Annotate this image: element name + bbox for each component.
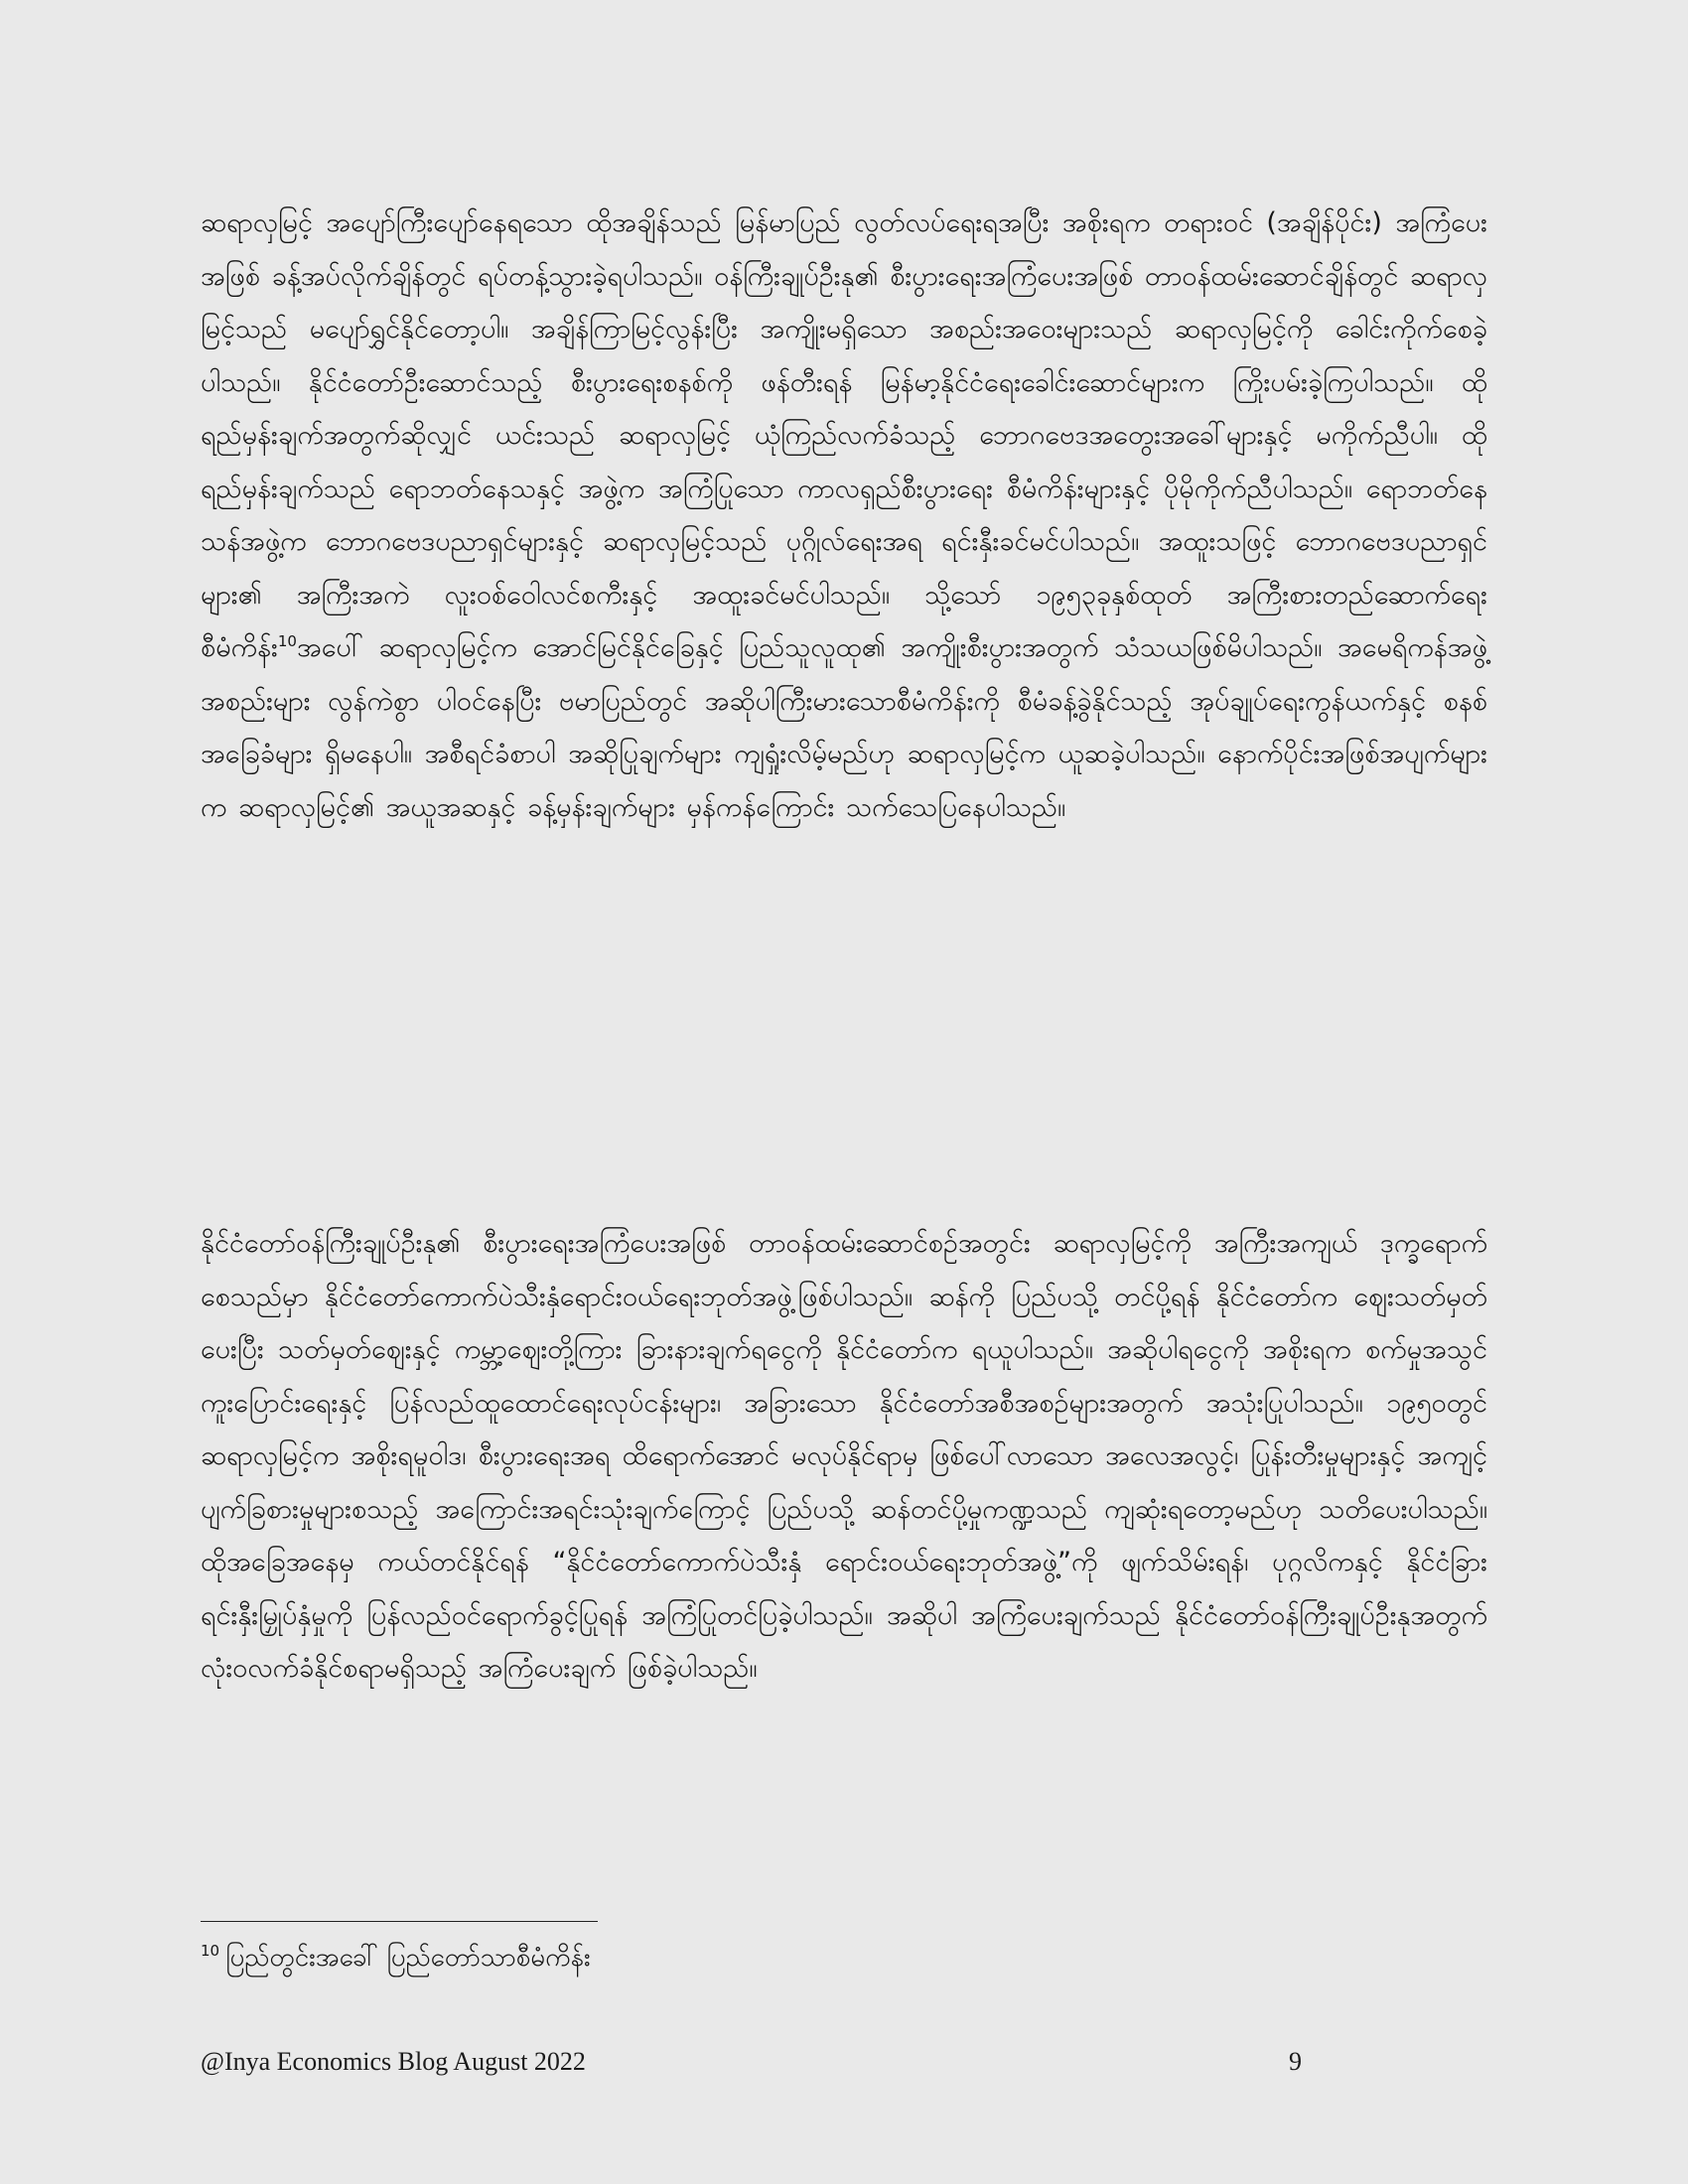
body-paragraph-1 bbox=[201, 197, 1487, 834]
footnote-reference[interactable]: 10 bbox=[277, 632, 297, 650]
footnote bbox=[201, 1938, 1392, 1978]
page-number: 9 bbox=[1289, 2047, 1302, 2076]
footnote-divider bbox=[201, 1921, 598, 1922]
paragraph-1-text-end: အပေါ် ဆရာလှမြင့်က အောင်မြင်နိုင်ခြေနှင့် ပြည်သူလူထု၏ အကျိုးစီးပွားအတွက် သံသယဖြစ်မိပါသည်။ အမေရိကန်အဖွဲ့အစည်းများ လွန်ကဲစွာ ပါဝင်နေပြီး ဗမာပြည်တွင် အဆိုပါကြီးမားသောစီမံကိန်းကို စီမံခန့်ခွဲနိုင်သည့် အုပ်ချုပ်ရေးကွန်ယက်နှင့် စနစ်အခြေခံများ ရှိမနေပါ။ အစီရင်ခံစာပါ အဆိုပြုချက်များ ကျရှုံးလိမ့်မည်ဟု ဆရာလှမြင့်က ယူဆခဲ့ပါသည်။ နောက်ပိုင်းအဖြစ်အပျက်များက ဆရာလှမြင့်၏ အယူအဆနှင့် ခန့်မှန်းချက်များ မှန်ကန်ကြောင်း သက်သေပြနေပါသည်။ bbox=[201, 632, 1487, 823]
footnote-number: 10 bbox=[201, 1942, 220, 1961]
paragraph-1-text-start: ဆရာလှမြင့် အပျော်ကြီးပျော်နေရသော ထိုအချိန်သည် မြန်မာပြည် လွတ်လပ်ရေးရအပြီး အစိုးရက တရားဝင် (အချိန်ပိုင်း) အကြံပေးအဖြစ် ခန့်အပ်လိုက်ချိန်တွင် ရပ်တန့်သွားခဲ့ရပါသည်။ ဝန်ကြီးချုပ်ဦးနု၏ စီးပွားရေးအကြံပေးအဖြစ် တာဝန်ထမ်းဆောင်ချိန်တွင် ဆရာလှမြင့်သည် မပျော်ရွှင်နိုင်တော့ပါ။ အချိန်ကြာမြင့်လွန်းပြီး အကျိုးမရှိသော အစည်းအဝေးများသည် ဆရာလှမြင့်ကို ခေါင်းကိုက်စေခဲ့ပါသည်။ နိုင်ငံတော်ဦးဆောင်သည့် စီးပွားရေးစနစ်ကို ဖန်တီးရန် မြန်မာ့နိုင်ငံရေးခေါင်းဆောင်များက ကြိုးပမ်းခဲ့ကြပါသည်။ ထိုရည်မှန်းချက်အတွက်ဆိုလျှင် ယင်းသည် ဆရာလှမြင့် ယုံကြည်လက်ခံသည့် ဘောဂဗေဒအတွေးအခေါ်များနှင့် မကိုက်ညီပါ။ ထိုရည်မှန်းချက်သည် ရောဘတ်နေသနှင့် အဖွဲ့က အကြံပြုသော ကာလရှည်စီးပွားရေး စီမံကိန်းများနှင့် ပိုမိုကိုက်ညီပါသည်။ ရောဘတ်နေသန်အဖွဲ့က ဘောဂဗေဒပညာရှင်များနှင့် ဆရာလှမြင့်သည် ပုဂ္ဂိုလ်ရေးအရ ရင်းနှီးခင်မင်ပါသည်။ အထူးသဖြင့် ဘောဂဗေဒပညာရှင်များ၏ အကြီးအကဲ လူးဝစ်ဝေါလင်စကီးနှင့် အထူးခင်မင်ပါသည်။ သို့သော် ၁၉၅၃ခုနှစ်ထုတ် အကြီးစားတည်ဆောက်ရေးစီမံကိန်း bbox=[201, 207, 1487, 663]
body-paragraph-2: နိုင်ငံတော်ဝန်ကြီးချုပ်ဦးနု၏ စီးပွားရေးအကြံပေးအဖြစ် တာဝန်ထမ်းဆောင်စဉ်အတွင်း ဆရာလှမြင့်ကို အကြီးအကျယ် ဒုက္ခရောက်စေသည်မှာ နိုင်ငံတော်ကောက်ပဲသီးနှံရောင်းဝယ်ရေးဘုတ်အဖွဲ့ဖြစ်ပါသည်။ ဆန်ကို ပြည်ပသို့ တင်ပို့ရန် နိုင်ငံတော်က ဈေးသတ်မှတ်ပေးပြီး သတ်မှတ်ဈေးနှင့် ကမ္ဘာ့ဈေးတို့ကြား ခြားနားချက်ရငွေကို နိုင်ငံတော်က ရယူပါသည်။ အဆိုပါရငွေကို အစိုးရက စက်မှုအသွင်ကူးပြောင်းရေးနှင့် ပြန်လည်ထူထောင်ရေးလုပ်ငန်းများ၊ အခြားသော နိုင်ငံတော်အစီအစဉ်များအတွက် အသုံးပြုပါသည်။ ၁၉၅၀တွင် ဆရာလှမြင့်က အစိုးရမူဝါဒ၊ စီးပွားရေးအရ ထိရောက်အောင် မလုပ်နိုင်ရာမှ ဖြစ်ပေါ်လာသော အလေအလွင့်၊ ပြုန်းတီးမှုများနှင့် အကျင့်ပျက်ခြစားမှုများစသည့် အကြောင်းအရင်းသုံးချက်ကြောင့် ပြည်ပသို့ ဆန်တင်ပို့မှုကဏ္ဍသည် ကျဆုံးရတော့မည်ဟု သတိပေးပါသည်။ ထိုအခြေအနေမှ ကယ်တင်နိုင်ရန် “နိုင်ငံတော်ကောက်ပဲသီးနှံ ရောင်းဝယ်ရေးဘုတ်အဖွဲ့”ကို ဖျက်သိမ်းရန်၊ ပုဂ္ဂလိကနှင့် နိုင်ငံခြားရင်းနှီးမြှုပ်နှံမှုကို ပြန်လည်ဝင်ရောက်ခွင့်ပြုရန် အကြံပြုတင်ပြခဲ့ပါသည်။ အဆိုပါ အကြံပေးချက်သည် နိုင်ငံတော်ဝန်ကြီးချုပ်ဦးနုအတွက် လုံးဝလက်ခံနိုင်စရာမရှိသည့် အကြံပေးချက် ဖြစ်ခဲ့ပါသည်။ bbox=[201, 1228, 1487, 1684]
footer-source: @Inya Economics Blog August 2022 bbox=[201, 2047, 586, 2076]
footnote-text: ပြည်တွင်းအခေါ် ပြည်တော်သာစီမံကိန်း bbox=[225, 1943, 591, 1973]
